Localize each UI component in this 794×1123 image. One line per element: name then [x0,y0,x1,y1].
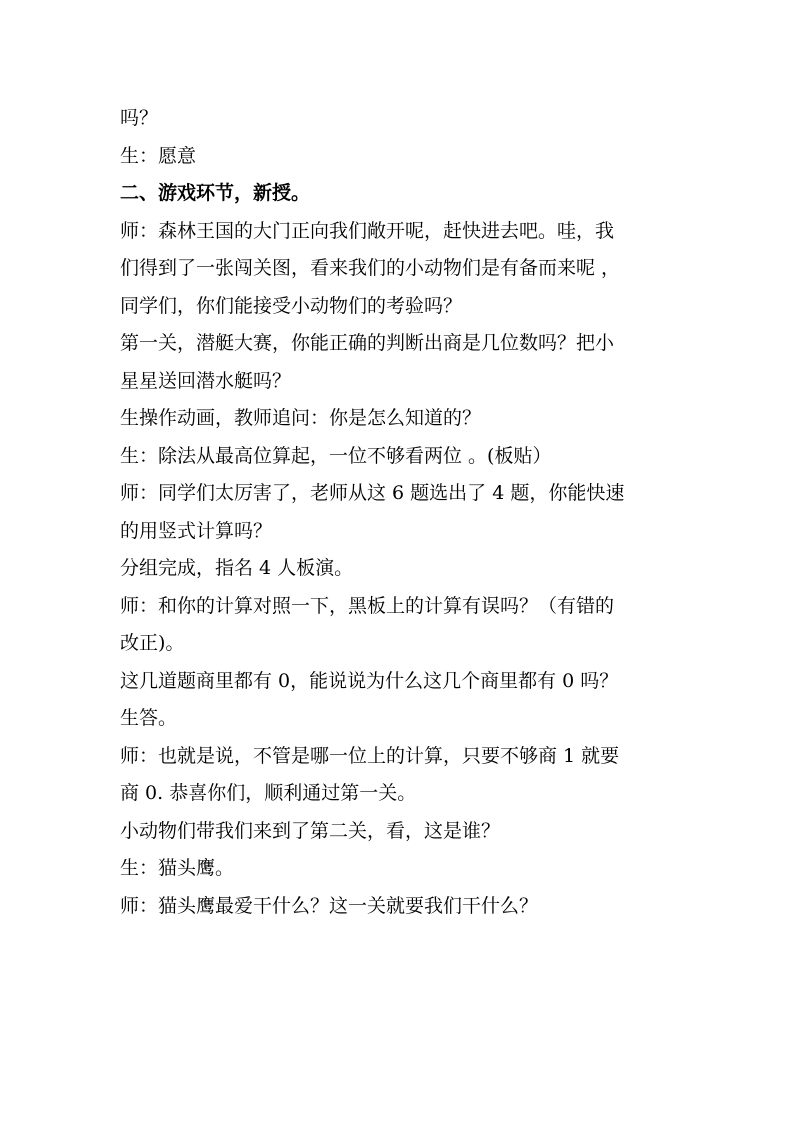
text-line: 小动物们带我们来到了第二关，看，这是谁？ [120,819,501,842]
text-line: 第一关，潜艇大赛，你能正确的判断出商是几位数吗？把小 [120,332,615,354]
text-line: 的用竖式计算吗？ [120,519,273,542]
section-heading: 二、游戏环节，新授。 [120,182,311,204]
text-line: 生操作动画，教师追问：你是怎么知道的？ [120,407,482,429]
text-line: 生：猫头鹰。 [120,857,235,879]
text-line: 吗？ [120,107,159,129]
text-line: 师：同学们太厉害了，老师从这 6 题选出了 4 题，你能快速 [120,482,625,504]
text-line: 师：和你的计算对照一下，黑板上的计算有误吗？（有错的 [120,594,615,617]
text-line: 分组完成，指名 4 人板演。 [120,557,354,579]
text-line: 改正)。 [120,632,185,654]
text-line: 商 0. 恭喜你们，顺利通过第一关。 [120,782,417,804]
text-line: 同学们，你们能接受小动物们的考验吗？ [120,294,463,317]
document-body [120,100,676,925]
text-line: 们得到了一张闯关图，看来我们的小动物们是有备而来呢 ， [120,257,621,279]
text-line: 师：猫头鹰最爱干什么？这一关就要我们干什么？ [120,894,539,917]
text-line: 师：也就是说，不管是哪一位上的计算，只要不够商 1 就要 [120,744,620,767]
text-line: 这几道题商里都有 0，能说说为什么这几个商里都有 0 吗？ [120,669,619,692]
text-line: 星星送回潜水艇吗？ [120,369,292,392]
text-line: 生：除法从最高位算起，一位不够看两位 。(板贴） [120,444,552,467]
text-line: 生：愿意 [120,144,197,167]
text-line: 师：森林王国的大门正向我们敞开呢，赶快进去吧。哇，我 [120,219,615,242]
text-line: 生答。 [120,707,178,729]
